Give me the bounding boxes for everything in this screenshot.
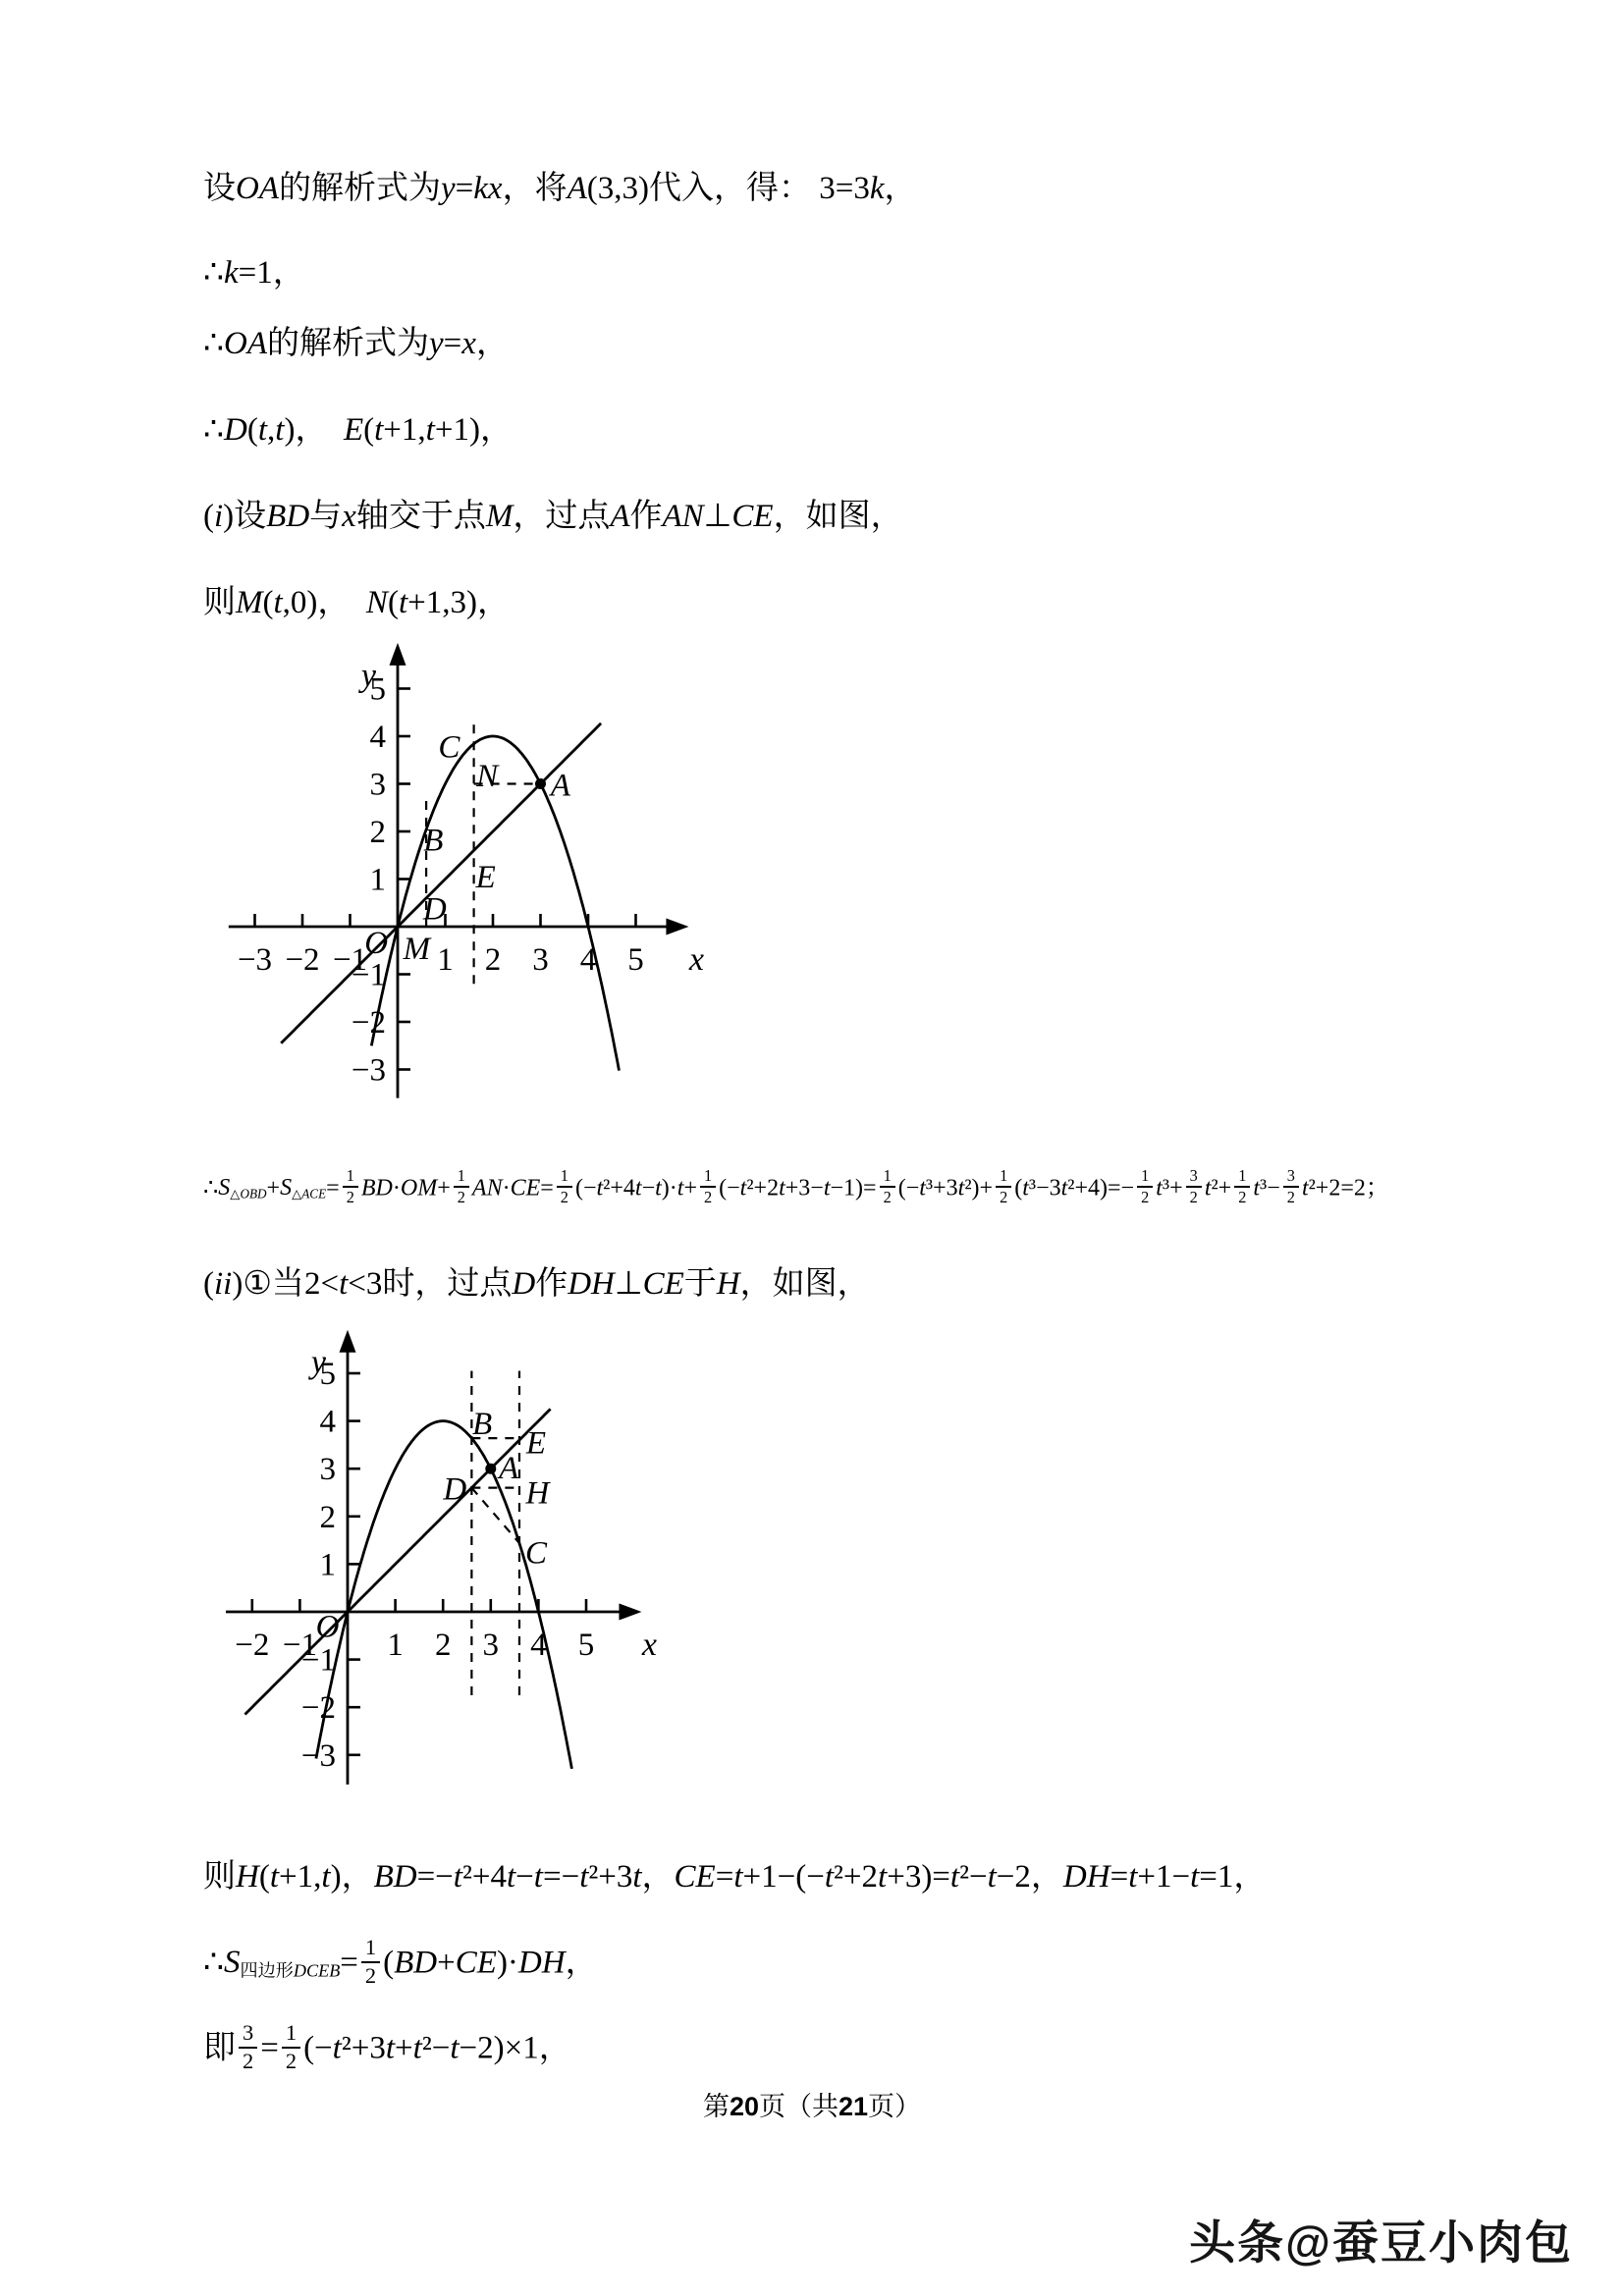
svg-text:B: B	[423, 823, 444, 859]
solution-line-3: ∴OA的解析式为y=x，	[203, 326, 509, 361]
quadrilateral-area-formula: ∴S四边形DCEB= $\frac{1}{2}$ (BD+CE)·DH，	[203, 1935, 598, 1988]
svg-text:2: 2	[434, 1628, 452, 1663]
x-axis-arrow	[619, 1604, 641, 1621]
svg-text:y: y	[310, 1344, 326, 1381]
svg-text:N: N	[476, 758, 499, 794]
axis-labels	[358, 658, 704, 978]
svg-text:−2: −2	[300, 1690, 336, 1727]
y-axis-arrow	[390, 643, 406, 666]
solution-line-4: ∴D(t,t)， E(t+1,t+1)，	[203, 412, 513, 448]
graph-1	[187, 638, 756, 1163]
svg-text:−3: −3	[300, 1737, 336, 1774]
page-number-footer: 第20页（共21页）	[702, 2092, 922, 2121]
svg-text:4: 4	[579, 942, 597, 978]
svg-text:−3: −3	[237, 942, 273, 978]
svg-text:−2: −2	[235, 1628, 270, 1663]
svg-text:E: E	[525, 1425, 547, 1462]
watermark: 头条@蚕豆小肉包	[1189, 2216, 1573, 2269]
svg-text:1: 1	[369, 862, 386, 898]
svg-text:O: O	[315, 1609, 340, 1645]
svg-text:−2: −2	[351, 1005, 386, 1041]
svg-text:2: 2	[369, 815, 386, 850]
solution-line-5: (i)设BD与x轴交于点M，过点A作AN⊥CE，如图，	[203, 499, 903, 534]
svg-text:4: 4	[530, 1628, 547, 1663]
svg-text:1: 1	[387, 1628, 404, 1663]
svg-text:−1: −1	[332, 942, 368, 978]
svg-text:D: D	[443, 1471, 467, 1508]
svg-text:2: 2	[319, 1499, 336, 1535]
svg-text:M: M	[403, 931, 431, 967]
svg-text:3: 3	[319, 1452, 336, 1488]
svg-text:−1: −1	[351, 957, 386, 993]
svg-text:5: 5	[369, 671, 386, 708]
svg-text:3: 3	[532, 942, 549, 978]
svg-text:D: D	[422, 891, 447, 928]
svg-text:−1: −1	[282, 1628, 317, 1663]
solution-line-2: ∴k=1，	[203, 255, 305, 291]
svg-text:5: 5	[627, 942, 644, 978]
solution-line-9: (ii)①当2<t<3时，过点D作DH⊥CE于H，如图，	[203, 1266, 870, 1302]
y-axis-arrow	[340, 1330, 356, 1353]
point-dot-A	[485, 1464, 496, 1474]
svg-text:C: C	[438, 729, 460, 766]
axes	[229, 663, 670, 1098]
svg-text:−1: −1	[300, 1642, 336, 1679]
svg-text:4: 4	[319, 1404, 336, 1440]
svg-text:−2: −2	[285, 942, 320, 978]
svg-text:1: 1	[319, 1547, 336, 1583]
solution-line-6: 则M(t,0)， N(t+1,3)，	[203, 585, 510, 620]
svg-text:4: 4	[369, 720, 386, 755]
graph-2	[153, 1325, 732, 1860]
svg-text:A: A	[550, 768, 570, 804]
svg-text:1: 1	[437, 942, 454, 978]
svg-text:x: x	[641, 1627, 657, 1663]
x-axis-arrow	[666, 919, 688, 935]
svg-text:y: y	[360, 657, 376, 694]
svg-text:−3: −3	[351, 1052, 386, 1089]
axis-labels	[308, 1345, 657, 1663]
svg-text:x: x	[688, 941, 704, 978]
svg-text:E: E	[475, 860, 496, 896]
area-sum-formula: ∴S△OBD+S△ACE= $\frac{1}{2}$ BD·OM+ $\frac{1}{2}$ AN·CE= $\frac{1}{2}$ (−t²+4t−t)·t+ $\frac{1}{2}$ (−t²+2t+3−t−1)= $\frac{1}{2}$ (−t³+3t²)+ $\frac{1}{2}$ (t³−3t²+4)=− $\frac{1}{2}$ t³+ $\frac{3}{2}$ t²+ $\frac{1}{2}$ t³− $\frac{3}{2}$ t²+2=2；	[203, 1166, 1389, 1206]
svg-text:A: A	[499, 1451, 519, 1487]
svg-text:2: 2	[484, 942, 502, 978]
svg-text:5: 5	[577, 1628, 595, 1663]
point-dot-A	[535, 778, 546, 789]
svg-text:B: B	[471, 1407, 493, 1443]
equation-line: 即 $\frac{3}{2}$ = $\frac{1}{2}$ (−t²+3t+t²−t−2)×1，	[203, 2020, 571, 2073]
svg-text:3: 3	[482, 1628, 500, 1663]
svg-text:C: C	[524, 1535, 547, 1572]
svg-text:3: 3	[369, 767, 386, 803]
svg-text:5: 5	[319, 1357, 336, 1392]
solution-line-1: 设OA的解析式为y=kx，将A(3,3)代入，得： 3=3k，	[203, 171, 917, 206]
svg-text:H: H	[525, 1475, 550, 1512]
svg-text:O: O	[364, 926, 389, 962]
solution-line-11: 则H(t+1,t)，BD=−t²+4t−t=−t²+3t，CE=t+1−(−t²+2t+3)=t²−t−2，DH=t+1−t=1，	[203, 1859, 1267, 1895]
